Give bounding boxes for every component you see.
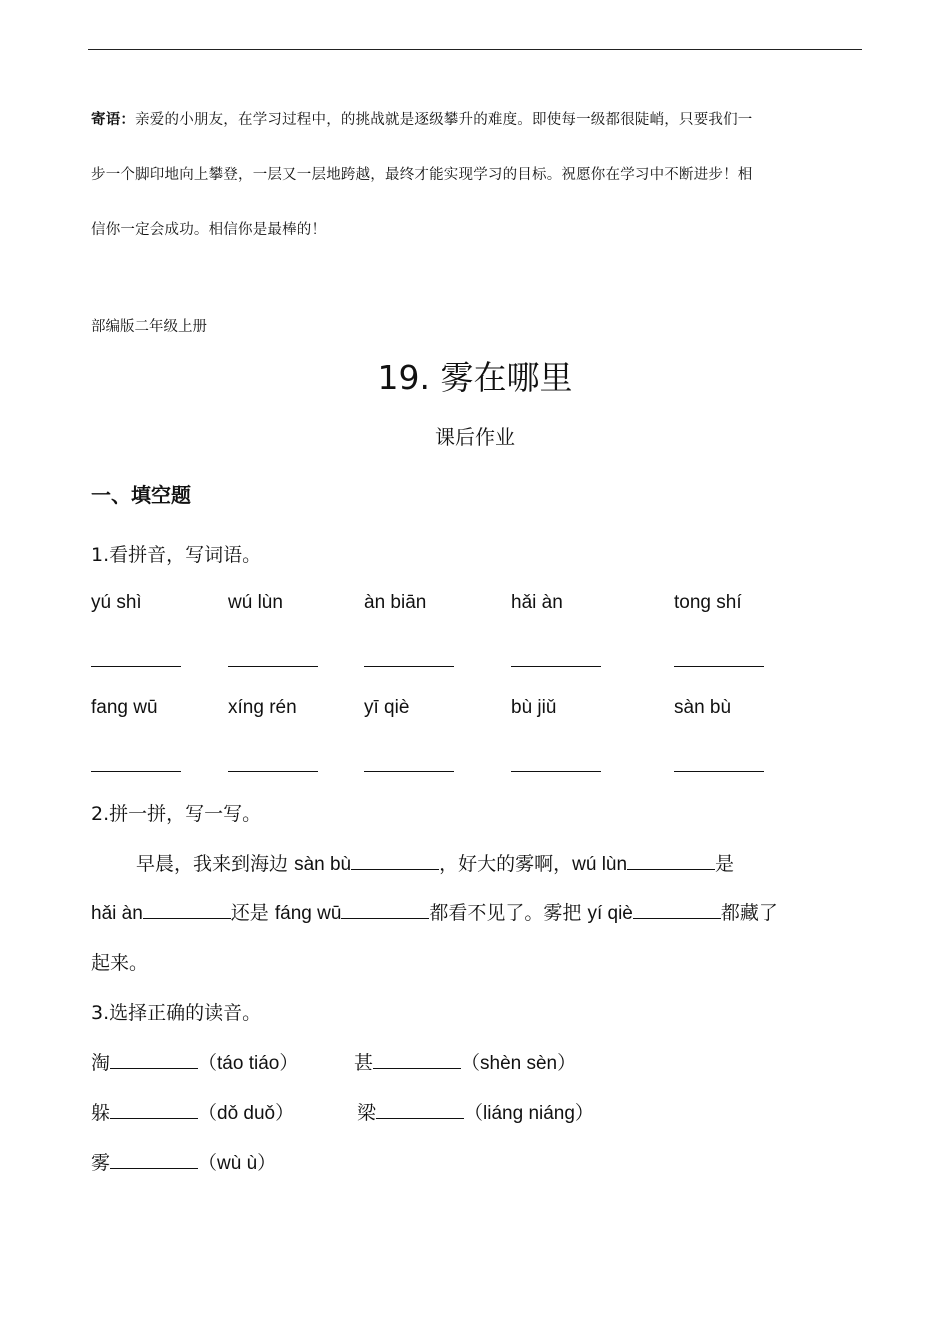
q2-pinyin: hǎi àn	[91, 903, 143, 924]
header-rule	[88, 49, 862, 50]
answer-blank[interactable]	[143, 900, 231, 919]
answer-blank[interactable]	[511, 771, 601, 772]
answer-blank[interactable]	[228, 666, 318, 667]
q1-pinyin: wú lùn	[228, 592, 283, 613]
q3-item	[91, 1048, 298, 1075]
note-text-1: 亲爱的小朋友，在学习过程中，的挑战就是逐级攀升的难度。即使每一级都很陡峭，只要我们一	[135, 112, 753, 128]
q2-text: 是	[715, 853, 735, 875]
q1-pinyin: yú shì	[91, 592, 142, 613]
q1-prompt: 1.看拼音，写词语。	[91, 544, 262, 566]
answer-blank[interactable]	[674, 666, 764, 667]
answer-blank[interactable]	[110, 1150, 198, 1169]
q1-pinyin: hǎi àn	[511, 592, 563, 613]
q2-pinyin: sàn bù	[294, 854, 352, 875]
page-title: 19. 雾在哪里	[377, 358, 573, 397]
answer-blank[interactable]	[633, 900, 721, 919]
answer-blank[interactable]	[341, 900, 429, 919]
answer-blank[interactable]	[91, 771, 181, 772]
q3-item	[357, 1098, 594, 1125]
q3-options: （táo tiáo）	[198, 1053, 299, 1074]
q1-pinyin: bù jiǔ	[511, 697, 557, 718]
q1-pinyin: fang wū	[91, 697, 158, 718]
q2-pinyin: fáng wū	[274, 903, 342, 924]
q2-text: 都看不见了。雾把	[429, 902, 582, 924]
answer-blank[interactable]	[91, 666, 181, 667]
note-line-1	[91, 108, 753, 129]
answer-blank[interactable]	[376, 1100, 464, 1119]
q2-text: 还是	[230, 902, 269, 924]
answer-blank[interactable]	[674, 771, 764, 772]
answer-blank[interactable]	[373, 1050, 461, 1069]
answer-blank[interactable]	[627, 851, 715, 870]
q1-pinyin: sàn bù	[674, 697, 732, 718]
q3-char: 淘	[91, 1052, 111, 1074]
note-line-3: 信你一定会成功。相信你是最棒的！	[91, 222, 327, 238]
q3-char: 甚	[354, 1052, 374, 1074]
q3-options: （wù ù）	[198, 1153, 277, 1174]
q3-item	[354, 1048, 576, 1075]
q3-item	[91, 1098, 294, 1125]
q3-item	[91, 1148, 276, 1175]
q2-text: 早晨，我来到海边	[136, 853, 289, 875]
q3-char: 梁	[357, 1102, 377, 1124]
answer-blank[interactable]	[364, 666, 454, 667]
q2-line-3: 起来。	[91, 952, 149, 974]
answer-blank[interactable]	[511, 666, 601, 667]
page-subtitle: 课后作业	[435, 425, 515, 449]
q2-pinyin: yí qiè	[587, 903, 633, 924]
q3-options: （dǒ duǒ）	[198, 1103, 295, 1124]
q3-options: （liáng niáng）	[464, 1103, 594, 1124]
answer-blank[interactable]	[351, 851, 439, 870]
q1-pinyin: yī qiè	[364, 697, 410, 718]
q2-text: 都藏了	[720, 902, 778, 924]
section-heading: 一、填空题	[91, 483, 191, 507]
q2-text: ，好大的雾啊，	[439, 853, 573, 875]
q1-pinyin: xíng rén	[228, 697, 297, 718]
note-line-2: 步一个脚印地向上攀登，一层又一层地跨越，最终才能实现学习的目标。祝愿你在学习中不断进步！相	[91, 167, 753, 183]
edition-label: 部编版二年级上册	[91, 319, 207, 335]
q2-pinyin: wú lùn	[572, 854, 628, 875]
answer-blank[interactable]	[228, 771, 318, 772]
answer-blank[interactable]	[110, 1100, 198, 1119]
q1-pinyin: àn biān	[364, 592, 427, 613]
q2-line-1	[136, 849, 734, 876]
q3-char: 躲	[91, 1102, 111, 1124]
q3-options: （shèn sèn）	[461, 1053, 577, 1074]
q2-line-2	[91, 898, 778, 925]
note-label: 寄语：	[91, 111, 136, 128]
q3-char: 雾	[91, 1152, 111, 1174]
q2-prompt: 2.拼一拼，写一写。	[91, 803, 262, 825]
answer-blank[interactable]	[364, 771, 454, 772]
q3-prompt: 3.选择正确的读音。	[91, 1002, 262, 1024]
q1-pinyin: tong shí	[674, 592, 742, 613]
answer-blank[interactable]	[110, 1050, 198, 1069]
